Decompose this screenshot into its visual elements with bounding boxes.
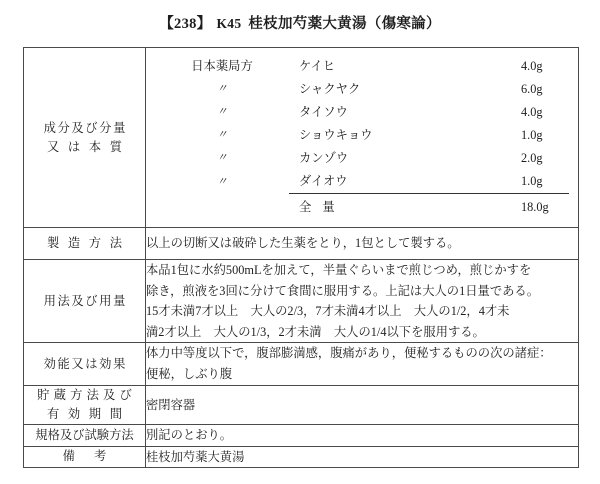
row-label-storage xyxy=(24,386,146,425)
ingredient-source: 〃 xyxy=(216,129,228,142)
ingredient-row xyxy=(155,55,569,78)
row-label-line: 用法及び用量 xyxy=(43,293,127,308)
ingredient-source: 〃 xyxy=(216,152,228,165)
ingredient-amount: 6.0g xyxy=(521,82,543,97)
text-line: 除き，煎液を3回に分けて食間に服用する。上記は大人の1日量である。 xyxy=(146,283,540,298)
ingredient-source: 日本薬局方 xyxy=(191,59,253,74)
table-row-dosage xyxy=(24,260,579,343)
ingredient-row xyxy=(155,101,569,124)
row-label-line: 又は本質 xyxy=(46,139,131,154)
table-row-remarks xyxy=(24,446,579,468)
ingredient-row xyxy=(155,147,569,170)
table-row-manufacturing-method xyxy=(24,228,579,260)
row-label-line: 効能又は効果 xyxy=(43,356,127,371)
row-label-ingredients xyxy=(24,48,146,228)
formula-name: 桂枝加芍薬大黄湯（傷寒論） xyxy=(248,16,441,32)
page-title xyxy=(0,14,600,34)
text-line: 桂枝加芍薬大黄湯 xyxy=(146,449,245,464)
row-value-efficacy xyxy=(146,343,579,386)
table-row-ingredients xyxy=(24,48,579,228)
row-label-efficacy xyxy=(24,343,146,386)
row-label-line: 製造方法 xyxy=(46,236,131,250)
ingredient-amount: 1.0g xyxy=(521,128,543,143)
ingredient-total-label: 全量 xyxy=(299,200,346,215)
ingredient-name: シャクヤク xyxy=(299,82,361,97)
text-line: 別記のとおり。 xyxy=(146,428,233,442)
text-line: 体力中等度以下で，腹部膨満感，腹痛があり，便秘するものの次の諸症： xyxy=(146,346,552,360)
ingredient-name: カンゾウ xyxy=(299,151,349,166)
row-label-line: 規格及び試験方法 xyxy=(35,427,134,442)
ingredient-source: 〃 xyxy=(216,83,228,96)
ingredient-row xyxy=(155,170,569,194)
ingredient-amount: 1.0g xyxy=(495,170,569,194)
row-value-standards xyxy=(146,425,579,447)
specification-table xyxy=(23,47,579,468)
row-label-dosage xyxy=(24,260,146,343)
text-line: 本品1包に水約500mLを加えて，半量ぐらいまで煎じつめ，煎じかすを xyxy=(146,263,532,277)
text-line: 密閉容器 xyxy=(146,397,196,412)
text-line: 便秘，しぶり腹 xyxy=(146,367,233,381)
row-label-line: 有効期間 xyxy=(46,407,131,421)
ingredient-amount: 2.0g xyxy=(521,151,543,166)
row-value-remarks xyxy=(146,446,579,468)
ingredient-name: ダイオウ xyxy=(289,170,495,194)
ingredient-list xyxy=(155,55,569,219)
ingredient-source: 〃 xyxy=(216,106,228,119)
text-line: 以上の切断又は破砕した生薬をとり，1包として製する。 xyxy=(146,236,460,251)
row-label-manufacturing-method xyxy=(24,228,146,260)
row-label-remarks xyxy=(24,446,146,468)
text-line: 満2才以上 大人の1/3，2才未満 大人の1/4以下を服用する。 xyxy=(146,324,485,339)
ingredient-total-amount: 18.0g xyxy=(521,200,549,215)
formula-number: 【238】 xyxy=(159,16,212,32)
row-value-dosage xyxy=(146,260,579,343)
ingredient-amount: 4.0g xyxy=(521,59,543,74)
text-line: 15才未満7才以上 大人の2/3，7才未満4才以上 大人の1/2，4才未 xyxy=(146,304,510,318)
row-label-line: 備考 xyxy=(62,449,126,464)
ingredient-amount: 4.0g xyxy=(521,105,543,120)
row-value-ingredients xyxy=(146,48,579,228)
ingredient-total-spacer xyxy=(155,194,289,220)
ingredient-row xyxy=(155,124,569,147)
ingredient-source: 〃 xyxy=(216,175,228,188)
ingredient-name: タイソウ xyxy=(299,105,348,120)
formula-code: K45 xyxy=(216,16,242,31)
row-value-storage xyxy=(146,386,579,425)
row-label-line: 貯蔵方法及び xyxy=(37,388,137,402)
table-row-storage xyxy=(24,386,579,425)
ingredient-row xyxy=(155,78,569,101)
row-label-standards xyxy=(24,425,146,447)
ingredient-total-row xyxy=(155,194,569,220)
row-label-line: 成分及び分量 xyxy=(43,120,127,135)
table-row-efficacy xyxy=(24,343,579,386)
ingredient-name: ショウキョウ xyxy=(299,128,373,143)
ingredient-name: ケイヒ xyxy=(299,59,336,74)
row-value-manufacturing-method xyxy=(146,228,579,260)
table-row-standards xyxy=(24,425,579,447)
